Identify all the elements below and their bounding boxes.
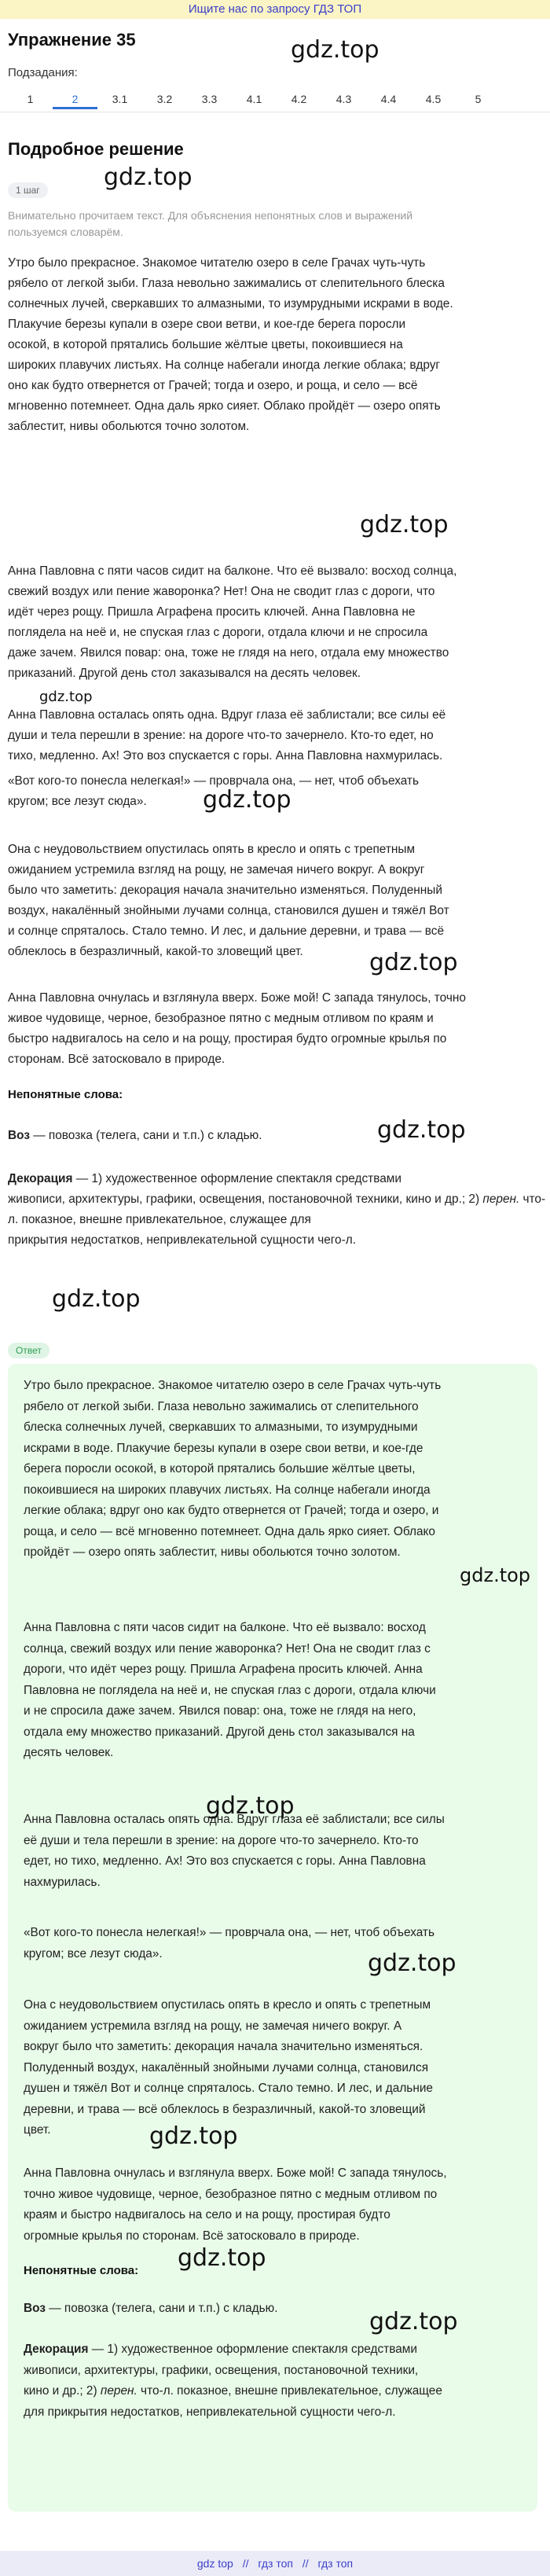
search-banner: Ищите нас по запросу ГДЗ ТОП bbox=[0, 0, 550, 19]
subtask-tab[interactable]: 5 bbox=[475, 93, 482, 105]
subtask-tabs bbox=[8, 89, 500, 109]
watermark: gdz.top bbox=[369, 949, 458, 976]
answer-paragraph: Она с неудовольствием опустилась опять в кресло и опять с трепетным ожиданием устремила взгляд на рощу, не замечая ничего вокруг. А вокруг было что заметить: декорация начала значительно изменяться. Полуденный воздух, накалённый знойными лучами солнца, становился душен и тяжёл Вот и солнце спряталось. Стало темно. И лес, и дальние деревни, и трава — всё облеклось в безразличный, какой-то зловещий цвет. bbox=[24, 1998, 433, 2137]
watermark: gdz.top bbox=[368, 1949, 456, 1977]
watermark: gdz.top bbox=[460, 1564, 531, 1586]
watermark: gdz.top bbox=[104, 164, 192, 191]
watermark: gdz.top bbox=[39, 689, 93, 705]
solution-paragraph: Анна Павловна с пяти часов сидит на балконе. Что её вызвало: восход солнца, свежий воздух или пение жаворонка? Нет! Она не сводит глаз с дороги, что идёт через рощу. Пришла Аграфена просить ключей. Анна Павловна не поглядела на неё и, не спуская глаз с дороги, отдала ключи и не спросила даже зачем. Явился повар: она, тоже не глядя на него, отдала ему множество приказаний. Другой день стол заказывался на десять человек. bbox=[8, 564, 457, 680]
definition-dekoratsiya: Декорация — 1) художественное оформление спектакля средствами живописи, архитектуры, графики, освещения, постановочной техники, кино и др.; 2) перен. что-л. показное, внешне привлекательное, служащее для прикрытия недостатков, непривлекательной сущности чего-л. bbox=[24, 2343, 442, 2419]
watermark: gdz.top bbox=[377, 1116, 466, 1144]
page-title: Упражнение 35 bbox=[8, 30, 136, 50]
footer-link[interactable]: gdz top bbox=[196, 2557, 233, 2570]
answer-paragraph: Анна Павловна с пяти часов сидит на балконе. Что её вызвало: восход солнца, свежий воздух или пение жаворонка? Нет! Она не сводит глаз с дороги, что идёт через рощу. Пришла Аграфена просить ключей. Анна Павловна не поглядела на неё и, не спуская глаз с дороги, отдала ключи и не спросила даже зачем. Явился повар: она, тоже не глядя на него, отдала ему множество приказаний. Другой день стол заказывался на десять человек. bbox=[24, 1621, 436, 1759]
subtask-tab[interactable]: 2 bbox=[53, 89, 97, 109]
watermark: gdz.top bbox=[291, 36, 380, 64]
subtasks-label: Подзадания: bbox=[8, 66, 78, 79]
answer-paragraph: Анна Павловна осталась опять одна. Вдруг глаза её заблистали; все силы её души и тела перешли в зрение: на дороге что-то зачернело. Кто-то едет, но тихо, медленно. Ах! Это воз спускается с горы. Анна Павловна нахмурилась. bbox=[24, 1813, 445, 1889]
solution-title: Подробное решение bbox=[8, 139, 184, 159]
step-badge: 1 шаг bbox=[8, 182, 48, 198]
watermark: gdz.top bbox=[178, 2244, 266, 2272]
solution-paragraph: «Вот кого-то понесла нелегкая!» — проврчала она, — нет, чтоб объехать кругом; все лезут сюда». bbox=[8, 774, 420, 808]
subtask-tab[interactable]: 4.3 bbox=[336, 93, 352, 105]
subtask-tab[interactable]: 1 bbox=[27, 93, 34, 105]
subtask-tab[interactable]: 4.5 bbox=[425, 93, 442, 105]
watermark: gdz.top bbox=[149, 2122, 238, 2150]
subtask-tab[interactable]: 4.4 bbox=[380, 93, 397, 105]
footer-link[interactable]: гдз топ bbox=[317, 2557, 354, 2570]
subtask-tab[interactable]: 3.2 bbox=[156, 93, 173, 105]
watermark: gdz.top bbox=[203, 786, 292, 814]
watermark: gdz.top bbox=[52, 1285, 141, 1313]
footer bbox=[0, 2551, 550, 2576]
solution-paragraph: Анна Павловна осталась опять одна. Вдруг глаза её заблистали; все силы её души и тела перешли в зрение: на дороге что-то зачернело. Кто-то едет, но тихо, медленно. Ах! Это воз спускается с горы. Анна Павловна нахмурилась. bbox=[8, 708, 446, 763]
subtask-tab[interactable]: 4.1 bbox=[246, 93, 262, 105]
subtask-tab[interactable]: 3.1 bbox=[112, 93, 128, 105]
answer-badge: Ответ bbox=[8, 1343, 50, 1358]
footer-separator: // bbox=[242, 2557, 249, 2570]
solution-paragraph: Она с неудовольствием опустилась опять в кресло и опять с трепетным ожиданием устремила взгляд на рощу, не замечая ничего вокруг. А вокруг было что заметить: декорация начала значительно изменяться. Полуденный воздух, накалённый знойными лучами солнца, становился душен и тяжёл Вот и солнце спряталось. Стало темно. И лес, и дальние деревни, и трава — всё облеклось в безразличный, какой-то зловещий цвет. bbox=[8, 843, 449, 958]
footer-separator: // bbox=[302, 2557, 309, 2570]
definition-dekoratsiya: Декорация — 1) художественное оформление спектакля средствами живописи, архитектуры, графики, освещения, постановочной техники, кино и др.; 2) перен. что-л. показное, внешне привлекательное, служащее для прикрытия недостатков, непривлекательной сущности чего-л. bbox=[8, 1172, 546, 1247]
watermark: gdz.top bbox=[206, 1792, 295, 1820]
answer-paragraph: Анна Павловна очнулась и взглянула вверх. Боже мой! С запада тянулось, точно живое чудовище, черное, безобразное пятно с медным отливом по краям и быстро надвигалось на село и на рощу, простирая будто огромные крылья по сторонам. Всё затосковало в природе. bbox=[24, 2166, 447, 2243]
watermark: gdz.top bbox=[369, 2308, 458, 2335]
definition-voz: Воз — повозка (телега, сани и т.п.) с кладью. bbox=[24, 2302, 278, 2315]
words-label: Непонятные слова: bbox=[8, 1088, 123, 1101]
answer-paragraph: «Вот кого-то понесла нелегкая!» — проврчала она, — нет, чтоб объехать кругом; все лезут сюда». bbox=[24, 1926, 435, 1960]
solution-paragraph: Утро было прекрасное. Знакомое читателю озеро в селе Грачах чуть-чуть рябело от легкой зыби. Глаза невольно зажимались от слепительного блеска солнечных лучей, сверкавших то алмазными, то изумрудными искрами в воде. Плакучие березы купали в озере свои ветви, и кое-где берега поросли осокой, в которой прятались большие жёлтые цветы, покоившиеся на широких плавучих листьях. На солнце набегали иногда легкие облака; вдруг оно как будто отвернется от Грачей; тогда и озеро, и роща, и село — всё мгновенно потемнеет. Одна даль ярко сияет. Облако пройдёт — озеро опять заблестит, нивы обольются точно золотом. bbox=[8, 256, 453, 433]
subtask-tab[interactable]: 4.2 bbox=[291, 93, 307, 105]
solution-paragraph: Анна Павловна очнулась и взглянула вверх. Боже мой! С запада тянулось, точно живое чудовище, черное, безобразное пятно с медным отливом по краям и быстро надвигалось на село и на рощу, простирая будто огромные крылья по сторонам. Всё затосковало в природе. bbox=[8, 991, 466, 1066]
intro-text: Внимательно прочитаем текст. Для объяснения непонятных слов и выражений пользуемся словарём. bbox=[8, 209, 413, 238]
footer-link[interactable]: гдз топ bbox=[258, 2557, 293, 2570]
subtask-tab[interactable]: 3.3 bbox=[201, 93, 218, 105]
words-label: Непонятные слова: bbox=[24, 2264, 139, 2277]
watermark: gdz.top bbox=[360, 511, 449, 538]
answer-paragraph: Утро было прекрасное. Знакомое читателю озеро в селе Грачах чуть-чуть рябело от легкой зыби. Глаза невольно зажимались от слепительного блеска солнечных лучей, сверкавших то алмазными, то изумрудными искрами в воде. Плакучие березы купали в озере свои ветви, и кое-где берега поросли осокой, в которой прятались большие жёлтые цветы, покоившиеся на широких плавучих листьях. На солнце набегали иногда легкие облака; вдруг оно как будто отвернется от Грачей; тогда и озеро, и роща, и село — всё мгновенно потемнеет. Одна даль ярко сияет. Облако пройдёт — озеро опять заблестит, нивы обольются точно золотом. bbox=[24, 1379, 442, 1559]
definition-voz: Воз — повозка (телега, сани и т.п.) с кладью. bbox=[8, 1129, 262, 1142]
